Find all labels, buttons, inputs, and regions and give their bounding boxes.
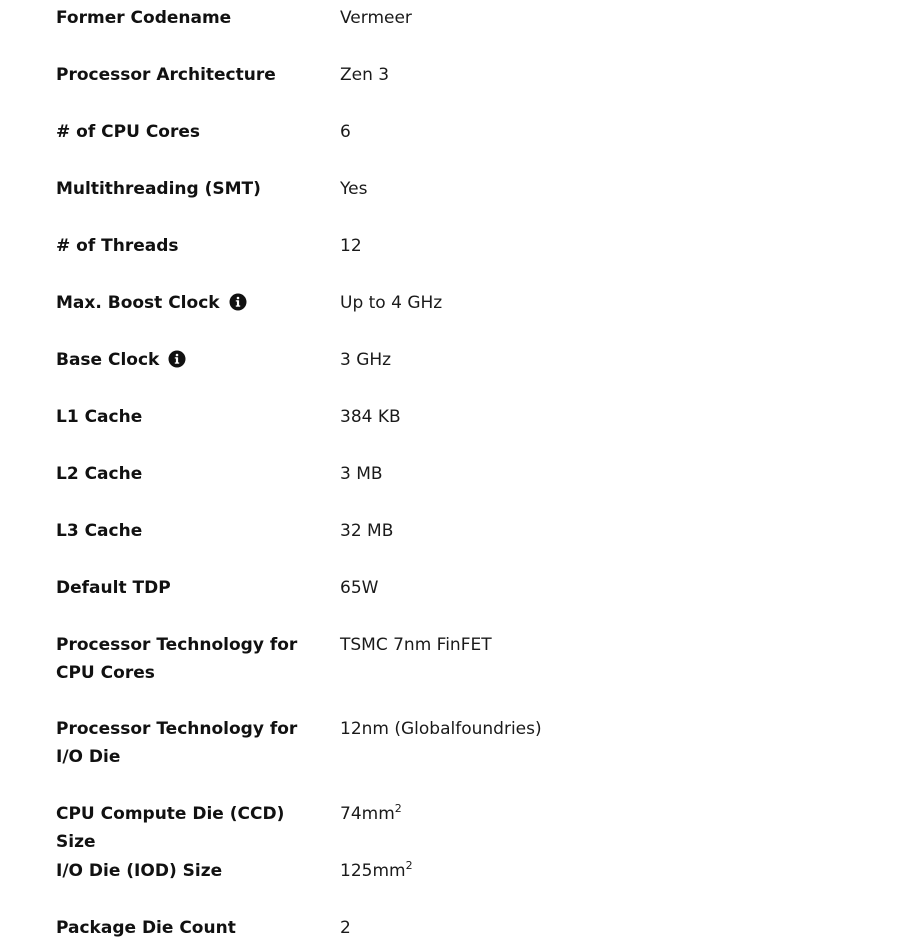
- spec-value: 6: [340, 122, 351, 142]
- spec-value: 2: [340, 918, 351, 938]
- spec-value: Yes: [340, 179, 368, 199]
- spec-label: Processor Technology for CPU Cores: [56, 635, 298, 683]
- spec-label: Processor Architecture: [56, 65, 276, 85]
- spec-label-with-info: [56, 289, 324, 317]
- spec-label: # of CPU Cores: [56, 122, 201, 142]
- spec-label: CPU Compute Die (CCD) Size: [56, 804, 285, 852]
- spec-label: L2 Cache: [56, 464, 143, 484]
- spec-value-superscript: 2: [394, 802, 402, 815]
- spec-label: L1 Cache: [56, 407, 143, 427]
- spec-value: 12nm (Globalfoundries): [340, 719, 542, 739]
- spec-value: Up to 4 GHz: [340, 293, 443, 313]
- spec-value: 65W: [340, 578, 379, 598]
- spec-value: 3 MB: [340, 464, 383, 484]
- spec-label-text: Max. Boost Clock: [56, 293, 220, 313]
- spec-label: Package Die Count: [56, 918, 236, 938]
- spec-value: Zen 3: [340, 65, 390, 85]
- info-circle-icon[interactable]: [168, 349, 186, 367]
- spec-value: [340, 800, 860, 828]
- spec-value: 32 MB: [340, 521, 394, 541]
- spec-value: 384 KB: [340, 407, 401, 427]
- spec-label: Multithreading (SMT): [56, 179, 261, 199]
- spec-value-text: 125mm: [340, 861, 406, 881]
- spec-label: L3 Cache: [56, 521, 143, 541]
- info-circle-icon[interactable]: [229, 292, 247, 310]
- spec-label: I/O Die (IOD) Size: [56, 861, 223, 881]
- spec-value: Vermeer: [340, 8, 412, 28]
- spec-value: [340, 857, 860, 885]
- spec-label: # of Threads: [56, 236, 179, 256]
- spec-label-with-info: [56, 346, 324, 374]
- spec-value: 12: [340, 236, 362, 256]
- spec-label: Processor Technology for I/O Die: [56, 719, 298, 767]
- spec-label: Former Codename: [56, 8, 232, 28]
- spec-value-superscript: 2: [405, 859, 413, 872]
- spec-label-text: Base Clock: [56, 350, 160, 370]
- spec-value: TSMC 7nm FinFET: [340, 635, 492, 655]
- spec-value: 3 GHz: [340, 350, 392, 370]
- spec-label: Default TDP: [56, 578, 171, 598]
- spec-value-text: 74mm: [340, 804, 395, 824]
